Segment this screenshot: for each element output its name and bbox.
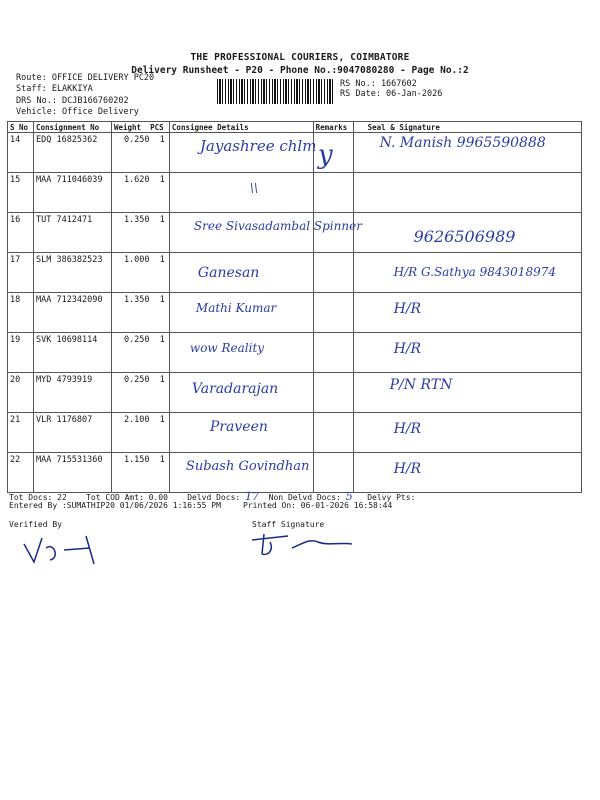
- rs-number: RS No.: 1667602: [340, 79, 417, 89]
- table-row: [8, 293, 582, 333]
- pcs-value: 1: [159, 135, 165, 145]
- seal-handwriting: N. Manish 9965590888: [379, 135, 546, 151]
- table-row: [8, 413, 582, 453]
- cell-sno: 17: [8, 253, 34, 293]
- cell-consignment: MAA 711046039: [33, 173, 111, 213]
- cell-consignee: [169, 253, 313, 293]
- rs-date: RS Date: 06-Jan-2026: [340, 89, 443, 99]
- non-delvd-docs-value: 5: [345, 490, 353, 503]
- cell-seal: [353, 413, 581, 453]
- seal-handwriting: H/R: [393, 341, 422, 357]
- cell-consignment: TUT 7412471: [33, 213, 111, 253]
- cell-weight-pcs: [111, 413, 169, 453]
- cell-remarks: [313, 213, 353, 253]
- cell-consignment: MAA 712342090: [33, 293, 111, 333]
- cell-weight-pcs: [111, 333, 169, 373]
- table-header-row: [8, 122, 582, 133]
- company-title: THE PROFESSIONAL COURIERS, COIMBATORE: [190, 52, 410, 63]
- barcode-image: [217, 79, 335, 104]
- cell-seal: [353, 133, 581, 173]
- cell-weight-pcs: [111, 173, 169, 213]
- table-row: [8, 133, 582, 173]
- cell-consignee: [169, 453, 313, 493]
- cell-remarks: [313, 293, 353, 333]
- cell-remarks: [313, 373, 353, 413]
- cell-sno: 14: [8, 133, 34, 173]
- delvd-docs-label: Delvd Docs:: [187, 493, 241, 502]
- cell-remarks: [313, 173, 353, 213]
- col-sno: S No: [8, 122, 34, 133]
- weight-value: 1.150: [123, 455, 150, 465]
- cell-seal: [353, 213, 581, 253]
- table-row: [8, 333, 582, 373]
- consignee-handwriting: wow Reality: [189, 341, 265, 355]
- remarks-handwritten-mark: y: [318, 140, 333, 170]
- cell-weight-pcs: [111, 253, 169, 293]
- seal-handwriting: H/R: [393, 461, 422, 477]
- cell-remarks: [313, 453, 353, 493]
- seal-handwriting: 9626506989: [413, 227, 516, 246]
- consignee-handwriting: Mathi Kumar: [195, 301, 277, 315]
- col-consignee: Consignee Details: [169, 122, 313, 133]
- cell-weight-pcs: [111, 373, 169, 413]
- cell-remarks: [313, 253, 353, 293]
- consignment-table: [7, 121, 582, 493]
- cell-consignee: [169, 413, 313, 453]
- cell-sno: 18: [8, 293, 34, 333]
- cell-consignee: [169, 333, 313, 373]
- cell-sno: 20: [8, 373, 34, 413]
- cell-seal: [353, 373, 581, 413]
- col-weight-pcs: Weight PCS: [111, 122, 169, 133]
- cell-sno: 16: [8, 213, 34, 253]
- cell-remarks: [313, 333, 353, 373]
- drs-label: DRS No.: DCJB166760202: [16, 96, 129, 106]
- consignee-handwriting: Praveen: [209, 419, 268, 435]
- weight-value: 0.250: [123, 335, 150, 345]
- consignee-handwriting: Ganesan: [197, 265, 260, 281]
- pcs-value: 1: [159, 335, 165, 345]
- verified-by-label: Verified By: [9, 520, 62, 529]
- cell-consignment: EDQ 16825362: [33, 133, 111, 173]
- table-row: [8, 253, 582, 293]
- weight-value: 0.250: [123, 135, 150, 145]
- cell-weight-pcs: [111, 453, 169, 493]
- cell-seal: [353, 253, 581, 293]
- consignee-handwriting: Jayashree chlm: [199, 137, 317, 155]
- cell-consignment: VLR 1176807: [33, 413, 111, 453]
- cell-seal: [353, 173, 581, 213]
- cell-consignment: SLM 386382523: [33, 253, 111, 293]
- cell-consignee: [169, 133, 317, 173]
- printed-on: Printed On: 06-01-2026 16:58:44: [243, 501, 393, 510]
- runsheet-subtitle: Delivery Runsheet - P20 - Phone No.:9047080280 - Page No.:2: [131, 65, 469, 76]
- pcs-value: 1: [159, 455, 165, 465]
- weight-value: 1.620: [123, 175, 150, 185]
- cell-consignee: [169, 373, 313, 413]
- seal-handwriting: H/R: [393, 301, 422, 317]
- cell-consignee: [169, 213, 362, 253]
- pcs-value: 1: [159, 375, 165, 385]
- tot-cod: Tot COD Amt: 0.00: [86, 493, 168, 502]
- cell-consignment: MAA 715531360: [33, 453, 111, 493]
- cell-weight-pcs: [111, 293, 169, 333]
- tot-docs: Tot Docs: 22: [9, 493, 67, 502]
- cell-consignee: [169, 173, 313, 213]
- pcs-value: 1: [159, 295, 165, 305]
- table-row: [8, 453, 582, 493]
- col-consignment: Consignment No: [33, 122, 111, 133]
- col-seal: Seal & Signature: [353, 122, 581, 133]
- cell-weight-pcs: [111, 213, 169, 253]
- staff-label: Staff: ELAKKIYA: [16, 84, 93, 94]
- cell-weight-pcs: [111, 133, 169, 173]
- weight-value: 2.100: [123, 415, 150, 425]
- col-remarks: Remarks: [313, 122, 353, 133]
- cell-sno: 15: [8, 173, 34, 213]
- staff-signature-image: [248, 526, 358, 566]
- cell-sno: 21: [8, 413, 34, 453]
- weight-value: 1.350: [123, 295, 150, 305]
- consignee-handwriting: Varadarajan: [191, 381, 279, 397]
- consignee-handwriting: Sree Sivasadambal Spinner: [193, 219, 362, 233]
- seal-handwriting: H/R G.Sathya 9843018974: [393, 265, 556, 279]
- cell-seal: [353, 293, 581, 333]
- staff-signature-label: Staff Signature: [252, 520, 325, 529]
- pcs-value: 1: [159, 175, 165, 185]
- cell-sno: 19: [8, 333, 34, 373]
- route-label: Route: OFFICE DELIVERY PC20: [16, 73, 155, 83]
- pcs-value: 1: [159, 415, 165, 425]
- consignee-handwriting: \\: [249, 181, 259, 195]
- table-row: [8, 213, 582, 253]
- weight-value: 0.250: [123, 375, 150, 385]
- entered-by: Entered By :SUMATHIP20 01/06/2026 1:16:55 PM: [9, 501, 221, 510]
- vehicle-label: Vehicle: Office Delivery: [16, 107, 139, 117]
- consignee-handwriting: Subash Govindhan: [185, 459, 310, 474]
- weight-value: 1.350: [123, 215, 150, 225]
- cell-sno: 22: [8, 453, 34, 493]
- pcs-value: 1: [159, 215, 165, 225]
- seal-handwriting: P/N RTN: [389, 377, 453, 393]
- weight-value: 1.000: [123, 255, 150, 265]
- cell-consignment: MYD 4793919: [33, 373, 111, 413]
- delvy-pts: Delvy Pts:: [367, 493, 416, 502]
- cell-consignment: SVK 10698114: [33, 333, 111, 373]
- table-row: [8, 373, 582, 413]
- cell-seal: [353, 453, 581, 493]
- delvd-docs-value: 17: [245, 490, 260, 503]
- pcs-value: 1: [159, 255, 165, 265]
- table-row: [8, 173, 582, 213]
- seal-handwriting: H/R: [393, 421, 422, 437]
- verified-signature-image: [20, 528, 120, 572]
- cell-seal: [353, 333, 581, 373]
- cell-remarks: [313, 413, 353, 453]
- cell-consignee: [169, 293, 313, 333]
- non-delvd-docs-label: Non Delvd Docs:: [268, 493, 341, 502]
